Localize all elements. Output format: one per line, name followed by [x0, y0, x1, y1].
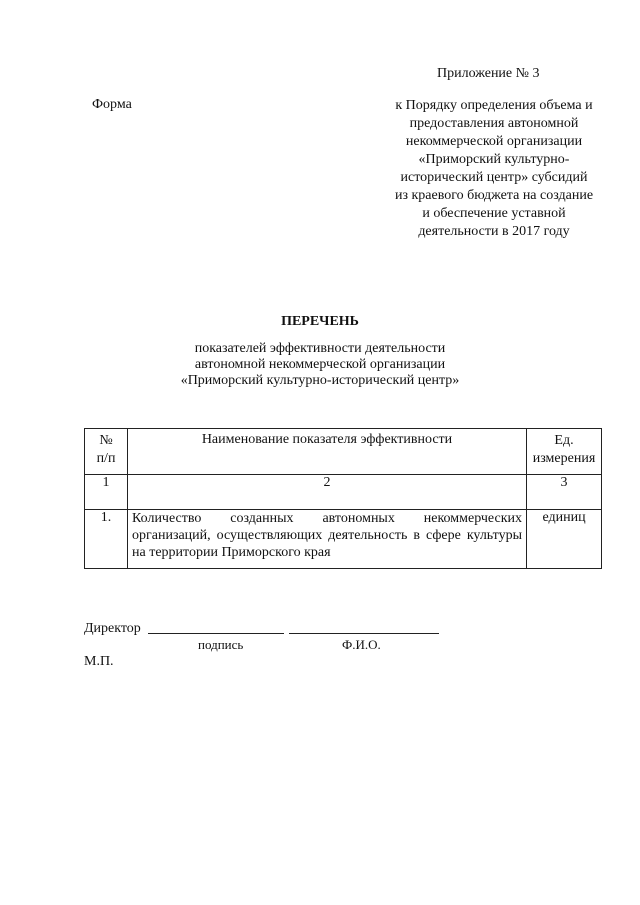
- row-unit-cell: единиц: [527, 510, 602, 569]
- header-number-line: №: [99, 433, 113, 448]
- row-number-cell: 1.: [85, 510, 128, 569]
- document-title: ПЕРЕЧЕНЬ: [281, 314, 359, 329]
- subtitle-line: «Приморский культурно-исторический центр»: [180, 373, 460, 388]
- order-reference-line: к Порядку определения объема и: [395, 98, 593, 113]
- column-number-cell: 1: [85, 475, 128, 510]
- column-number-cell: 2: [128, 475, 527, 510]
- subtitle-line: показателей эффективности деятельности: [194, 341, 446, 356]
- header-number-line: п/п: [96, 451, 116, 466]
- order-reference-line: и обеспечение уставной: [422, 206, 566, 221]
- column-number-row: [85, 475, 602, 510]
- table-header-row: [85, 429, 602, 475]
- order-reference-line: из краевого бюджета на создание: [394, 188, 594, 203]
- appendix-number: Приложение № 3: [437, 66, 540, 81]
- order-reference-line: «Приморский культурно-: [418, 152, 570, 167]
- table-row: [85, 510, 602, 569]
- order-reference-line: предоставления автономной: [409, 116, 579, 131]
- header-number-cell: [85, 429, 128, 475]
- name-line: [289, 633, 439, 634]
- header-unit-line: измерения: [532, 451, 596, 466]
- row-name-cell: Количество созданных автономных некоммерческих организаций, осуществляющих деятельность в сфере культуры на территории Приморского края: [128, 510, 527, 569]
- order-reference-line: деятельности в 2017 году: [418, 224, 570, 239]
- column-number-cell: 3: [527, 475, 602, 510]
- order-reference: [380, 97, 608, 241]
- order-reference-line: некоммерческой организации: [405, 134, 583, 149]
- director-label: Директор: [84, 621, 141, 636]
- signature-line: [148, 633, 284, 634]
- name-caption: Ф.И.О.: [342, 637, 381, 652]
- subtitle-line: автономной некоммерческой организации: [194, 357, 446, 372]
- header-unit-line: Ед.: [554, 433, 574, 448]
- seal-label: М.П.: [84, 654, 114, 669]
- order-reference-line: исторический центр» субсидий: [400, 170, 588, 185]
- form-label: Форма: [92, 97, 132, 112]
- indicators-table: [84, 428, 602, 569]
- header-name-cell: Наименование показателя эффективности: [128, 429, 527, 475]
- document-subtitle: [0, 341, 640, 389]
- header-unit-cell: [527, 429, 602, 475]
- signature-caption: подпись: [198, 637, 244, 652]
